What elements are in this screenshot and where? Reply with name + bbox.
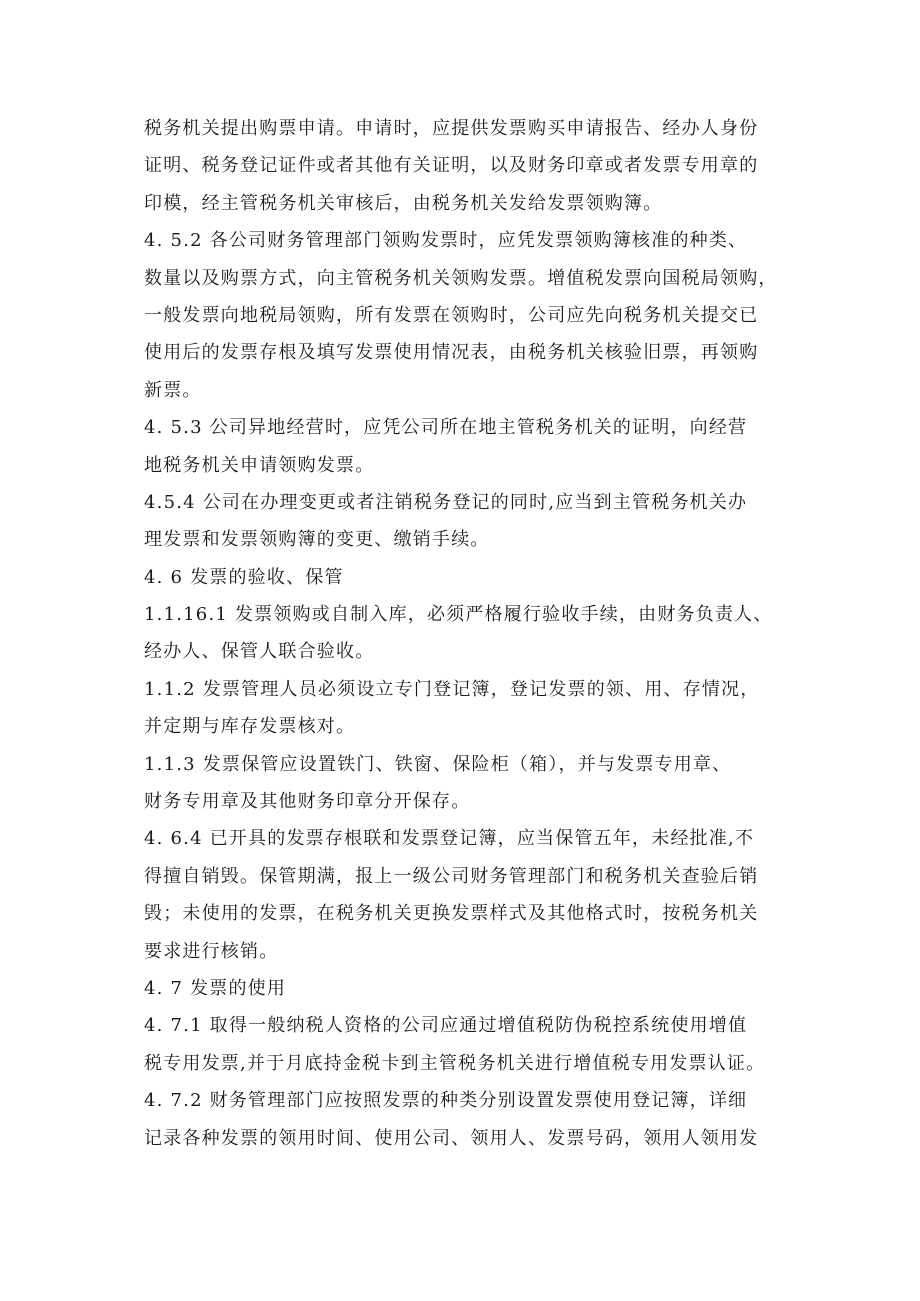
section-1-1-16-1-line: 1.1.16.1 发票领购或自制入库，必须严格履行验收手续，由财务负责人、	[144, 604, 773, 626]
section-4-7-1-line: 4. 7.1 取得一般纳税人资格的公司应通过增值税防伪税控系统使用增值	[144, 1015, 748, 1037]
body-line: 要求进行核销。	[144, 940, 279, 962]
section-4-5-2-line: 4. 5.2 各公司财务管理部门领购发票时，应凭发票领购簿核准的种类、	[144, 230, 748, 252]
body-line: 并定期与库存发票核对。	[144, 716, 356, 738]
body-line: 税专用发票,并于月底持金税卡到主管税务机关进行增值税专用发票认证。	[144, 1052, 766, 1074]
section-1-1-2-line: 1.1.2 发票管理人员必须设立专门登记簿，登记发票的领、用、存情况，	[144, 678, 760, 700]
body-line: 印模，经主管税务机关审核后，由税务机关发给发票领购簿。	[144, 192, 663, 214]
body-line: 证明、税务登记证件或者其他有关证明，以及财务印章或者发票专用章的	[144, 155, 759, 177]
body-line: 经办人、保管人联合验收。	[144, 641, 375, 663]
section-1-1-3-line: 1.1.3 发票保管应设置铁门、铁窗、保险柜（箱），并与发票专用章、	[144, 753, 732, 775]
body-line: 毁；未使用的发票，在税务机关更换发票样式及其他格式时，按税务机关	[144, 903, 759, 925]
section-4-7-heading: 4. 7 发票的使用	[144, 977, 287, 999]
body-line: 税务机关提出购票申请。申请时，应提供发票购买申请报告、经办人身份	[144, 118, 759, 139]
section-4-6-4-line: 4. 6.4 已开具的发票存根联和发票登记簿，应当保管五年，未经批准,不	[144, 828, 755, 850]
body-line: 一般发票向地税局领购，所有发票在领购时，公司应先向税务机关提交已	[144, 304, 759, 326]
body-line: 得擅自销毁。保管期满，报上一级公司财务管理部门和税务机关查验后销	[144, 865, 759, 887]
section-4-5-3-line: 4. 5.3 公司异地经营时，应凭公司所在地主管税务机关的证明，向经营	[144, 417, 748, 439]
body-line: 新票。	[144, 379, 202, 401]
body-line: 财务专用章及其他财务印章分开保存。	[144, 791, 471, 813]
body-line: 地税务机关申请领购发票。	[144, 454, 375, 476]
body-line: 理发票和发票领购簿的变更、缴销手续。	[144, 529, 490, 551]
body-line: 记录各种发票的领用时间、使用公司、领用人、发票号码，领用人领用发	[144, 1127, 759, 1149]
section-4-6-heading: 4. 6 发票的验收、保管	[144, 566, 344, 588]
body-line: 使用后的发票存根及填写发票使用情况表，由税务机关核验旧票，再领购	[144, 342, 759, 364]
body-line: 数量以及购票方式，向主管税务机关领购发票。增值税发票向国税局领购，	[144, 267, 778, 289]
section-4-7-2-line: 4. 7.2 财务管理部门应按照发票的种类分别设置发票使用登记簿，详细	[144, 1090, 748, 1112]
section-4-5-4-line: 4.5.4 公司在办理变更或者注销税务登记的同时,应当到主管税务机关办	[144, 491, 748, 513]
document-body	[144, 110, 804, 1157]
